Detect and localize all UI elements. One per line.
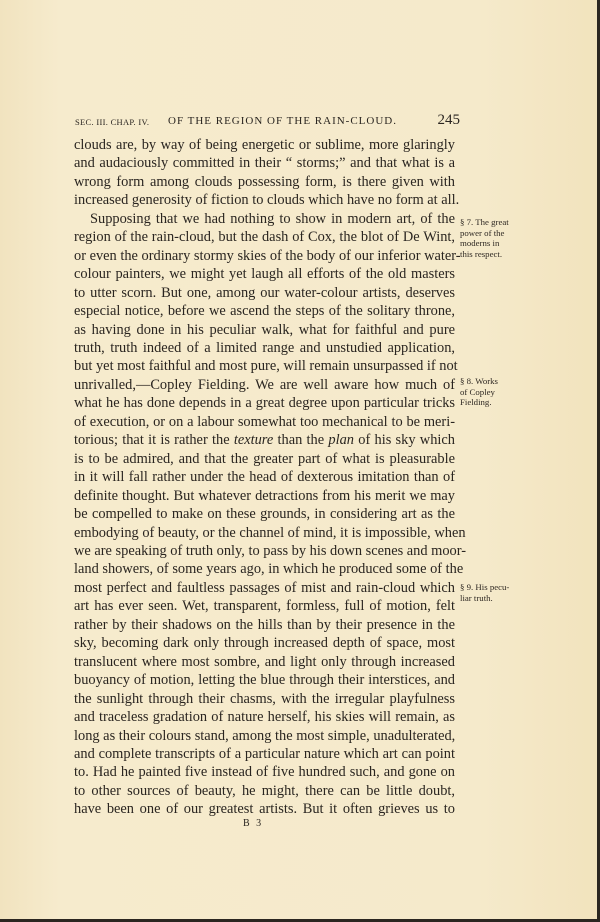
text-line: as having done in his peculiar walk, what for faithful and pure bbox=[74, 321, 455, 338]
text-line: we are speaking of truth only, to pass by his down scenes and moor- bbox=[74, 542, 467, 559]
body-text bbox=[74, 136, 467, 819]
text-line: to. Had he painted five instead of five hundred such, and gone on bbox=[74, 764, 455, 781]
text-line: land showers, of some years ago, in which he produced some of the bbox=[74, 561, 464, 578]
sidenote-section-8: § 8. Works of Copley Fielding. bbox=[460, 376, 498, 407]
italic-plan: plan bbox=[328, 432, 354, 449]
text-line: the sunlight through their chasms, with the irregular playfulness bbox=[74, 690, 455, 707]
text-line: art has ever seen. Wet, transparent, formless, full of motion, felt bbox=[74, 598, 455, 615]
text-line: unrivalled,—Copley Fielding. We are well aware how much of bbox=[74, 376, 455, 393]
text-line-with-italics: torious; that it is rather the texture than the plan of his sky which bbox=[74, 432, 455, 449]
section-chapter-label: SEC. III. CHAP. IV. bbox=[75, 117, 150, 127]
page-number: 245 bbox=[437, 112, 460, 128]
text-line: is to be admired, and that the greater part of what is pleasurable bbox=[74, 450, 455, 467]
text-line: of execution, or on a labour somewhat too mechanical to be meri- bbox=[74, 413, 455, 430]
text-line: and complete transcripts of a particular nature which art can point bbox=[74, 745, 455, 762]
text-line: and traceless gradation of nature herself, his skies will remain, as bbox=[74, 709, 455, 726]
text-line: sky, becoming dark only through increased depth of space, most bbox=[74, 635, 455, 652]
text-line: to utter scorn. But one, among our water-colour artists, deserves bbox=[74, 284, 455, 301]
text-line: especial notice, before we ascend the steps of the solitary throne, bbox=[74, 303, 455, 320]
chapter-title: OF THE REGION OF THE RAIN-CLOUD. bbox=[168, 115, 397, 127]
text-line: region of the rain-cloud, but the dash of Cox, the blot of De Wint, bbox=[74, 229, 455, 246]
text-line: translucent where most sombre, and light only through increased bbox=[74, 653, 455, 670]
text-line: definite thought. But whatever detractions from his merit we may bbox=[74, 487, 455, 504]
text-line: most perfect and faultless passages of mist and rain-cloud which bbox=[74, 579, 455, 596]
sidenote-section-9: § 9. His pecu- liar truth. bbox=[460, 582, 510, 603]
text-line: have been one of our greatest artists. But it often grieves us to bbox=[74, 801, 455, 818]
text-line: be compelled to make on these grounds, in considering art as the bbox=[74, 506, 455, 523]
text-line: but yet most faithful and most pure, will remain unsurpassed if not bbox=[74, 358, 458, 375]
text-line: truth, truth indeed of a limited range and unstudied application, bbox=[74, 339, 455, 356]
running-head bbox=[75, 114, 460, 132]
text-line-paragraph-start: Supposing that we had nothing to show in modern art, of the bbox=[90, 210, 455, 227]
text-line: colour painters, we might yet laugh all efforts of the old masters bbox=[74, 266, 455, 283]
text-line: wrong form among clouds possessing form, is there given with bbox=[74, 173, 455, 190]
text-line: what he has done depends in a great degree upon particular tricks bbox=[74, 395, 455, 412]
text-line: clouds are, by way of being energetic or sublime, more glaringly bbox=[74, 137, 455, 153]
signature-mark: B 3 bbox=[243, 818, 264, 829]
text-line: embodying of beauty, or the channel of mind, it is impossible, when bbox=[74, 524, 466, 541]
text-line: to other sources of beauty, he might, there can be little doubt, bbox=[74, 782, 455, 799]
italic-texture: texture bbox=[233, 432, 274, 449]
text-line: long as their colours stand, among the most simple, unadulterated, bbox=[74, 727, 456, 744]
text-line: rather by their shadows on the hills than by their presence in the bbox=[74, 616, 455, 633]
text-line: buoyancy of motion, letting the blue through their interstices, and bbox=[74, 672, 455, 689]
sidenote-section-7: § 7. The great power of the moderns in this respect. bbox=[460, 217, 509, 259]
text-line: or even the ordinary stormy skies of the body of our inferior water- bbox=[74, 247, 461, 264]
text-line: increased generosity of fiction to clouds which have no form at all. bbox=[74, 192, 460, 209]
text-line: and audaciously committed in their “ storms;” and that what is a bbox=[74, 155, 455, 172]
text-line: in it will fall rather under the head of dexterous imitation than of bbox=[74, 469, 455, 486]
